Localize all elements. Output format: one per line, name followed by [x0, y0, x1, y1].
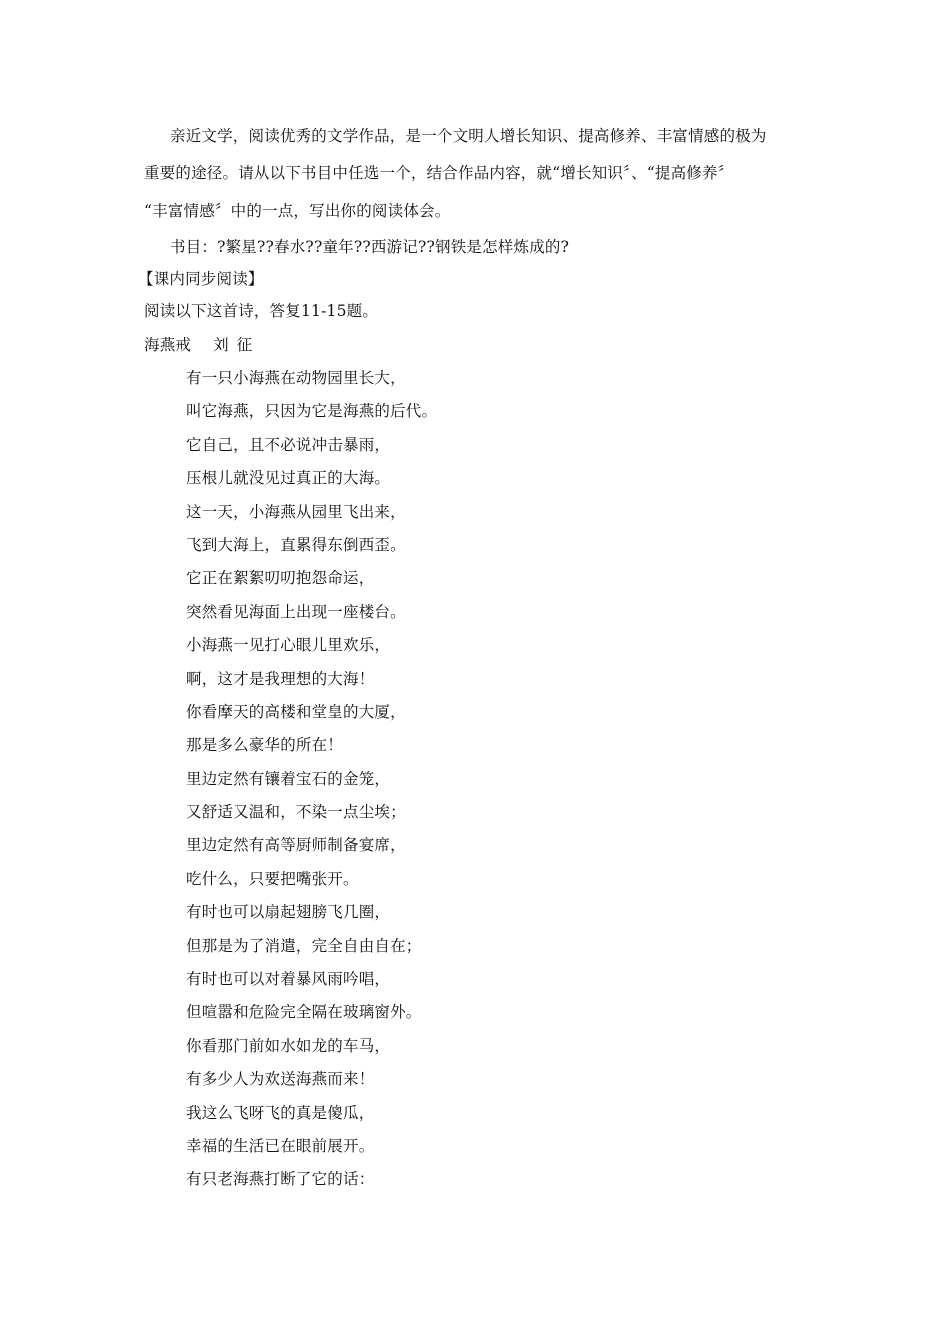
poem-line: 我这么飞呀飞的真是傻瓜，	[186, 1103, 375, 1122]
poem-line: 它自己，且不必说冲击暴雨，	[186, 435, 391, 454]
poem-line: 压根儿就没见过真正的大海。	[186, 469, 391, 488]
poem-line: 小海燕一见打心眼儿里欢乐，	[186, 636, 391, 655]
poem-line: 这一天，小海燕从园里飞出来，	[186, 502, 406, 521]
poem-line: 但喧嚣和危险完全隔在玻璃窗外。	[186, 1003, 422, 1022]
poem-line: 突然看见海面上出现一座楼台。	[186, 602, 406, 621]
poem-line: 你看那门前如水如龙的车马，	[186, 1036, 391, 1055]
poem-heading	[144, 335, 260, 355]
poem-author: 刘征	[213, 336, 261, 354]
poem-line: 吃什么，只要把嘴张开。	[186, 869, 359, 888]
poem-title: 海燕戒	[144, 336, 192, 354]
poem-line: 有只老海燕打断了它的话：	[186, 1170, 375, 1189]
intro-line-1: 亲近文学，阅读优秀的文学作品，是一个文明人增长知识、提高修养、丰富情感的极为	[170, 127, 767, 145]
poem-line: 它正在絮絮叨叨抱怨命运，	[186, 569, 375, 588]
poem-body	[186, 368, 437, 1203]
poem-line: 有时也可以对着暴风雨吟唱，	[186, 970, 391, 989]
intro-line-2: 重要的途径。请从以下书目中任选一个，结合作品内容，就“增长知识〞、“提高修养〞	[144, 164, 734, 182]
poem-line: 有多少人为欢送海燕而来！	[186, 1070, 375, 1089]
poem-line: 有一只小海燕在动物园里长大，	[186, 369, 406, 387]
poem-line: 又舒适又温和，不染一点尘埃；	[186, 803, 406, 822]
poem-line: 但那是为了消遣，完全自由自在；	[186, 936, 422, 955]
poem-line: 里边定然有镶着宝石的金笼，	[186, 769, 391, 788]
poem-line: 那是多么豪华的所在！	[186, 736, 344, 755]
poem-line: 里边定然有高等厨师制备宴席，	[186, 836, 406, 855]
poem-line: 啊，这才是我理想的大海！	[186, 669, 375, 688]
poem-line: 幸福的生活已在眼前展开。	[186, 1136, 375, 1155]
poem-line: 飞到大海上，直累得东倒西歪。	[186, 535, 406, 554]
book-list: 书目：?繁星??春水??童年??西游记??钢铁是怎样炼成的?	[170, 238, 570, 256]
poem-line: 叫它海燕，只因为它是海燕的后代。	[186, 402, 438, 421]
poem-line: 有时也可以扇起翅膀飞几圈，	[186, 903, 391, 922]
poem-line: 你看摩天的高楼和堂皇的大厦，	[186, 702, 406, 721]
intro-line-3: “丰富情感〞中的一点，写出你的阅读体会。	[144, 202, 451, 220]
section-heading: 【课内同步阅读】	[138, 270, 264, 288]
reading-instruction: 阅读以下这首诗，答复11-15题。	[144, 302, 379, 320]
